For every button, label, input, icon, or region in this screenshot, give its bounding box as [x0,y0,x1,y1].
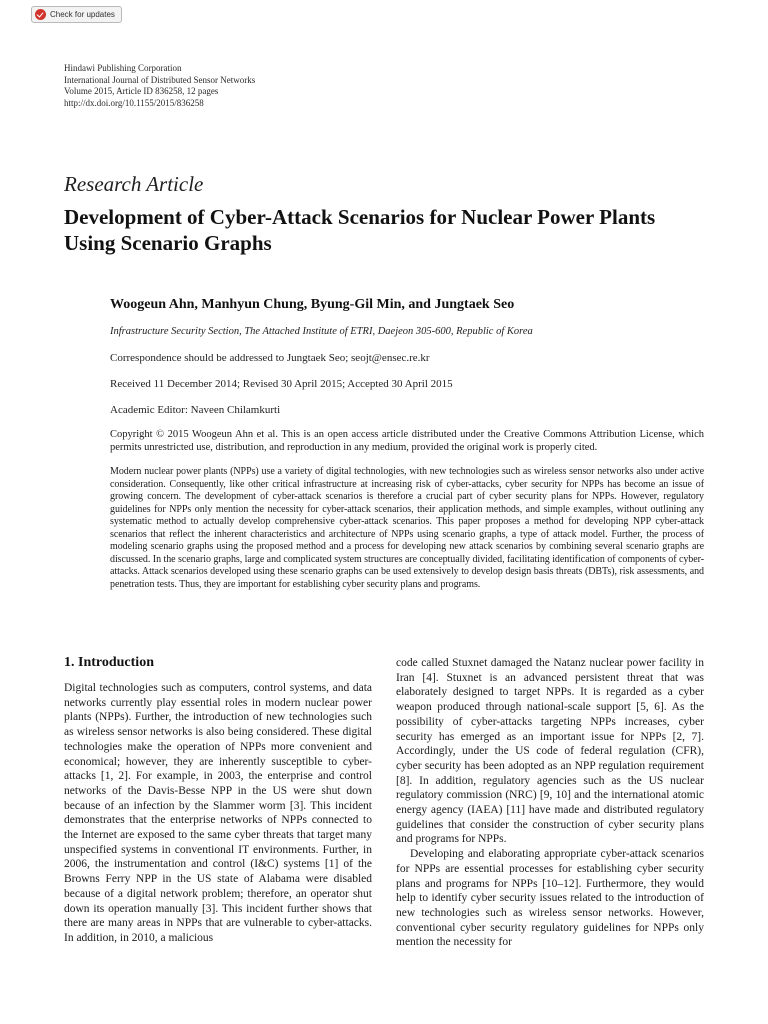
copyright-notice: Copyright © 2015 Woogeun Ahn et al. This is an open access article distributed under the Creative Commons Attribution License, which permits unrestricted use, distribution, and reproduction in any medium, provided the original work is properly cited. [110,429,704,453]
introduction-left-column: Digital technologies such as computers, control systems, and data networks currently play essential roles in modern nuclear power plants (NPPs). Further, the introduction of new technologies such as wireless sensor networks is also being considered. These digital technologies make the operation of NPPs more convenient and economical; however, they are inherently susceptible to cyber-attacks [1, 2]. For example, in 2003, the enterprise and control networks of the Davis-Besse NPP in the US were shut down because of an infection by the Slammer worm [3]. This incident demonstrates that the enterprise networks of NPPs connected to the Internet are exposed to the same cyber threats that target many unspecified systems in conventional IT environments. Further, in 2006, the instrumentation and control (I&C) systems [1] of the Browns Ferry NPP in the US state of Alabama were disabled because of a digital network problem; therefore, an operator shut down its operation manually [3]. This incident further shows that there are many areas in NPPs that are vulnerable to cyber-attacks. In addition, in 2010, a malicious [64,682,372,944]
doi-link[interactable]: http://dx.doi.org/10.1155/2015/836258 [64,97,204,108]
introduction-paragraph: code called Stuxnet damaged the Natanz nuclear power facility in Iran [4]. Stuxnet is an advanced persistent threat that was elaborately designed to target NPPs. It is regarded as a cyber weapon produced through national-scale support [5, 6]. As the possibility of cyber-attacks targeting NPPs increases, cyber security has emerged as an important issue for NPPs [2, 7]. Accordingly, under the US code of federal regulation (CFR), cyber security has been adopted as an NPP regulation requirement [8]. In addition, regulatory agencies such as the US nuclear regulatory commission (NRC) [9, 10] and the international atomic energy agency (IAEA) [11] have made and distributed regulatory guidelines that consider the construction of cyber security plans and programs for NPPs. [396,657,704,846]
journal-info [64,63,255,109]
introduction-right-column [396,656,704,950]
article-type: Research Article [64,172,204,196]
check-updates-icon [35,9,46,20]
authors: Woogeun Ahn, Manhyun Chung, Byung-Gil Min, and Jungtaek Seo [110,297,515,312]
check-for-updates-button[interactable] [31,6,122,23]
section-heading-introduction: 1. Introduction [64,655,154,670]
affiliation: Infrastructure Security Section, The Attached Institute of ETRI, Daejeon 305-600, Republic of Korea [110,326,533,337]
introduction-paragraph: Developing and elaborating appropriate cyber-attack scenarios for NPPs are essential processes for establishing cyber security plans and programs for NPPs [10–12]. Furthermore, they would help to identify cyber security issues related to the introduction of new technologies such as wireless sensor networks. However, conventional cyber security regulatory guidelines for NPPs only mention the necessity for [396,848,704,949]
check-for-updates-label: Check for updates [50,10,115,19]
article-title: Development of Cyber-Attack Scenarios for Nuclear Power Plants Using Scenario Graphs [64,205,656,255]
received-dates: Received 11 December 2014; Revised 30 April 2015; Accepted 30 April 2015 [110,378,453,390]
volume-info: Volume 2015, Article ID 836258, 12 pages [64,86,219,96]
publisher: Hindawi Publishing Corporation [64,63,182,73]
journal-name: International Journal of Distributed Sensor Networks [64,74,256,85]
abstract: Modern nuclear power plants (NPPs) use a variety of digital technologies, with new technologies such as wireless sensor networks also under active consideration. Consequently, like other critical infrastructure at increasing risk of cyber-attacks, cyber security for NPPs has become an issue of growing concern. The development of cyber-attack scenarios is therefore a crucial part of cyber security plans for NPPs. However, regulatory guidelines for NPPs only mention the necessity for cyber-attack scenarios, their application methods, and simple examples, without outlining any systematic method to actually develop comprehensive cyber-attack scenarios. This paper proposes a method for developing NPP cyber-attack scenarios that reflect the inherent characteristics and architecture of NPPs using scenario graphs, a type of attack model. Further, the process of modeling scenario graphs using the proposed method and a process for developing new attack scenarios by combining several scenario graphs are discussed. In the scenario graphs, large and complicated system structures are conceptually divided, facilitating identification of components of cyber-attacks. Attack scenarios developed using these scenario graphs can be used extensively to develop design basis threats (DBTs), risk assessments, and penetration tests. Thus, they are important for establishing cyber security plans and programs. [110,466,704,590]
academic-editor: Academic Editor: Naveen Chilamkurti [110,404,281,416]
correspondence: Correspondence should be addressed to Jungtaek Seo; seojt@ensec.re.kr [110,352,430,364]
